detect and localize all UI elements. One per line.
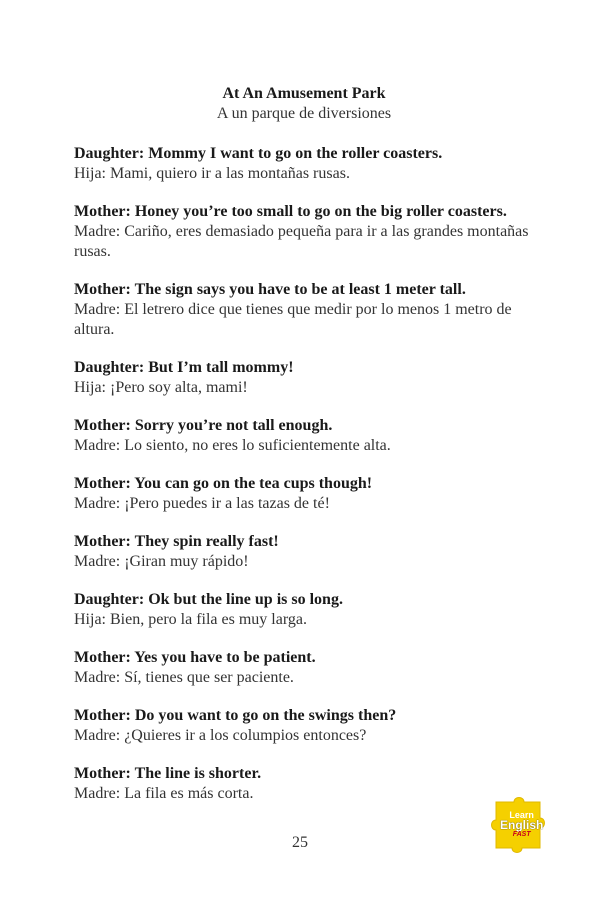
spanish-line: Hija: ¡Pero soy alta, mami! <box>74 379 248 396</box>
dialogue-entry <box>74 416 534 456</box>
spanish-line: Madre: Lo siento, no eres lo suficientemente alta. <box>74 437 391 454</box>
dialogue-entry <box>74 280 534 340</box>
spanish-line: Madre: ¡Giran muy rápido! <box>74 553 249 570</box>
spanish-line: Madre: ¿Quieres ir a los columpios entonces? <box>74 727 367 744</box>
spanish-line: Madre: La fila es más corta. <box>74 785 254 802</box>
english-line: Daughter: Mommy I want to go on the roller coasters. <box>74 145 443 162</box>
dialogue-entry <box>74 648 534 688</box>
learn-english-fast-logo <box>486 794 550 856</box>
logo-learn-text: Learn <box>509 810 534 820</box>
page-subtitle: A un parque de diversiones <box>216 105 392 122</box>
english-line: Mother: Yes you have to be patient. <box>74 649 316 666</box>
dialogue-entry <box>74 144 534 184</box>
logo-fast-text: FAST <box>512 831 531 838</box>
english-line: Daughter: But I’m tall mommy! <box>74 359 294 376</box>
dialogue-entry <box>74 532 534 572</box>
page-title: At An Amusement Park <box>222 85 386 102</box>
english-line: Mother: The line is shorter. <box>74 765 262 782</box>
spanish-line: Hija: Bien, pero la fila es muy larga. <box>74 611 307 628</box>
logo-english-text: English <box>500 818 544 832</box>
dialogue-entry <box>74 706 534 746</box>
dialogue-entry <box>74 590 534 630</box>
english-line: Mother: Sorry you’re not tall enough. <box>74 417 333 434</box>
spanish-line: Madre: Sí, tienes que ser paciente. <box>74 669 294 686</box>
english-line: Mother: Honey you’re too small to go on the big roller coasters. <box>74 203 507 220</box>
english-line: Mother: The sign says you have to be at least 1 meter tall. <box>74 281 466 298</box>
dialogue-entry <box>74 764 534 804</box>
spanish-line: Madre: Cariño, eres demasiado pequeña para ir a las grandes montañas rusas. <box>74 223 529 260</box>
page-number: 25 <box>292 834 308 851</box>
english-line: Mother: You can go on the tea cups though! <box>74 475 373 492</box>
spanish-line: Hija: Mami, quiero ir a las montañas rusas. <box>74 165 350 182</box>
english-line: Mother: They spin really fast! <box>74 533 279 550</box>
spanish-line: Madre: ¡Pero puedes ir a las tazas de té! <box>74 495 330 512</box>
dialogue-entry <box>74 202 534 262</box>
spanish-line: Madre: El letrero dice que tienes que medir por lo menos 1 metro de altura. <box>74 301 512 338</box>
title-block <box>74 84 534 124</box>
dialogue <box>74 144 534 804</box>
dialogue-entry <box>74 474 534 514</box>
logo-text <box>500 810 543 840</box>
english-line: Mother: Do you want to go on the swings then? <box>74 707 397 724</box>
dialogue-entry <box>74 358 534 398</box>
page-content <box>74 84 534 822</box>
english-line: Daughter: Ok but the line up is so long. <box>74 591 343 608</box>
